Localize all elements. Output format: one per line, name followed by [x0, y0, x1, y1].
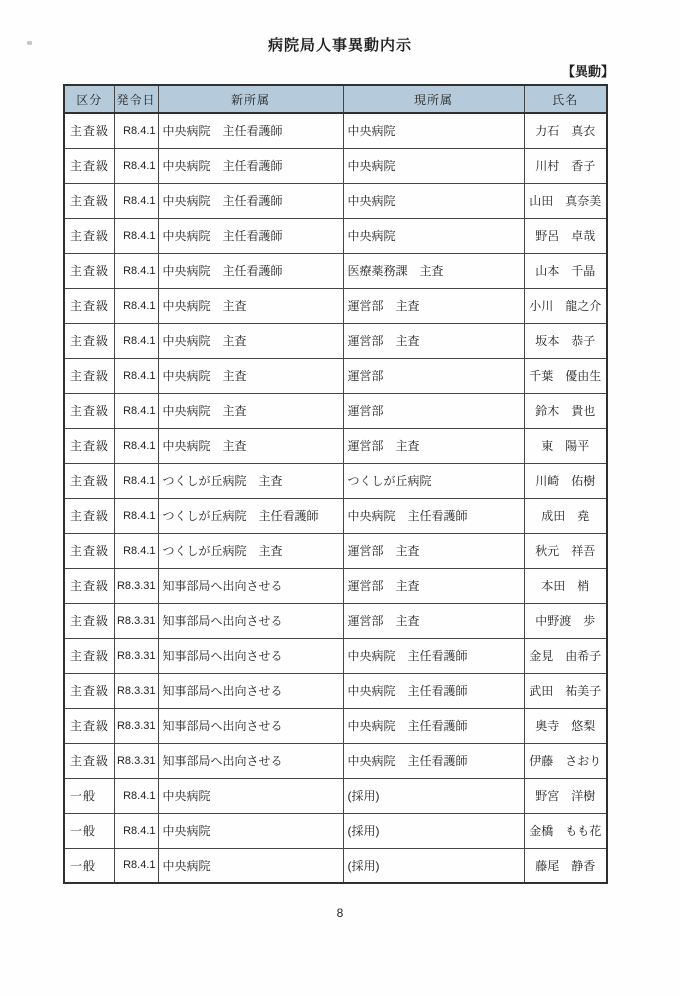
date-cell: R8.4.1 [114, 218, 158, 253]
category-cell: 主査級 [64, 673, 114, 708]
category-cell: 主査級 [64, 393, 114, 428]
category-cell: 一般 [64, 848, 114, 883]
new-affiliation-cell: 中央病院 主任看護師 [158, 148, 343, 183]
category-cell: 主査級 [64, 358, 114, 393]
current-affiliation-cell: 運営部 主査 [343, 323, 524, 358]
date-cell: R8.4.1 [114, 253, 158, 288]
date-cell: R8.4.1 [114, 533, 158, 568]
name-cell: 本田 梢 [524, 568, 607, 603]
date-cell: R8.3.31 [114, 568, 158, 603]
table-header-row [64, 85, 607, 113]
new-affiliation-cell: 中央病院 主査 [158, 358, 343, 393]
new-affiliation-cell: 知事部局へ出向させる [158, 708, 343, 743]
date-cell: R8.4.1 [114, 778, 158, 813]
name-cell: 中野渡 歩 [524, 603, 607, 638]
name-cell: 小川 龍之介 [524, 288, 607, 323]
scan-artifact [27, 41, 32, 45]
category-cell: 主査級 [64, 708, 114, 743]
name-cell: 川村 香子 [524, 148, 607, 183]
column-header: 氏名 [524, 85, 607, 113]
table-row [64, 603, 607, 638]
date-cell: R8.3.31 [114, 638, 158, 673]
date-cell: R8.4.1 [114, 848, 158, 883]
date-cell: R8.3.31 [114, 603, 158, 638]
current-affiliation-cell: 運営部 [343, 358, 524, 393]
current-affiliation-cell: (採用) [343, 848, 524, 883]
date-cell: R8.4.1 [114, 183, 158, 218]
date-cell: R8.4.1 [114, 463, 158, 498]
category-cell: 主査級 [64, 743, 114, 778]
current-affiliation-cell: 中央病院 [343, 183, 524, 218]
current-affiliation-cell: 中央病院 主任看護師 [343, 638, 524, 673]
name-cell: 野呂 卓哉 [524, 218, 607, 253]
new-affiliation-cell: つくしが丘病院 主任看護師 [158, 498, 343, 533]
page-number: 8 [336, 906, 344, 920]
table-row [64, 848, 607, 883]
date-cell: R8.4.1 [114, 113, 158, 148]
column-header: 新所属 [158, 85, 343, 113]
table-row [64, 638, 607, 673]
current-affiliation-cell: 中央病院 主任看護師 [343, 498, 524, 533]
category-cell: 主査級 [64, 253, 114, 288]
table-row [64, 428, 607, 463]
category-cell: 主査級 [64, 288, 114, 323]
category-cell: 主査級 [64, 113, 114, 148]
new-affiliation-cell: 知事部局へ出向させる [158, 638, 343, 673]
column-header: 現所属 [343, 85, 524, 113]
date-cell: R8.3.31 [114, 743, 158, 778]
current-affiliation-cell: 運営部 主査 [343, 533, 524, 568]
date-cell: R8.4.1 [114, 498, 158, 533]
date-cell: R8.4.1 [114, 358, 158, 393]
name-cell: 千葉 優由生 [524, 358, 607, 393]
date-cell: R8.3.31 [114, 708, 158, 743]
table-row [64, 393, 607, 428]
current-affiliation-cell: 中央病院 主任看護師 [343, 743, 524, 778]
new-affiliation-cell: つくしが丘病院 主査 [158, 463, 343, 498]
current-affiliation-cell: 運営部 [343, 393, 524, 428]
name-cell: 金橋 もも花 [524, 813, 607, 848]
new-affiliation-cell: 中央病院 主任看護師 [158, 183, 343, 218]
date-cell: R8.4.1 [114, 148, 158, 183]
table-row [64, 113, 607, 148]
date-cell: R8.3.31 [114, 673, 158, 708]
new-affiliation-cell: 知事部局へ出向させる [158, 673, 343, 708]
new-affiliation-cell: 中央病院 [158, 813, 343, 848]
new-affiliation-cell: 中央病院 [158, 848, 343, 883]
new-affiliation-cell: 知事部局へ出向させる [158, 603, 343, 638]
new-affiliation-cell: 中央病院 主査 [158, 393, 343, 428]
category-cell: 主査級 [64, 218, 114, 253]
column-header: 発令日 [114, 85, 158, 113]
current-affiliation-cell: 中央病院 [343, 113, 524, 148]
category-cell: 主査級 [64, 148, 114, 183]
name-cell: 伊藤 さおり [524, 743, 607, 778]
current-affiliation-cell: 中央病院 [343, 218, 524, 253]
category-cell: 主査級 [64, 323, 114, 358]
personnel-transfer-table [63, 84, 608, 884]
name-cell: 東 陽平 [524, 428, 607, 463]
table-row [64, 253, 607, 288]
current-affiliation-cell: 医療薬務課 主査 [343, 253, 524, 288]
table-row [64, 148, 607, 183]
current-affiliation-cell: 運営部 主査 [343, 568, 524, 603]
column-header: 区分 [64, 85, 114, 113]
new-affiliation-cell: 中央病院 主任看護師 [158, 113, 343, 148]
table-row [64, 288, 607, 323]
category-cell: 主査級 [64, 463, 114, 498]
table-row [64, 533, 607, 568]
category-cell: 主査級 [64, 603, 114, 638]
current-affiliation-cell: 運営部 主査 [343, 428, 524, 463]
table-row [64, 463, 607, 498]
new-affiliation-cell: 中央病院 主査 [158, 323, 343, 358]
name-cell: 山本 千晶 [524, 253, 607, 288]
category-cell: 一般 [64, 813, 114, 848]
current-affiliation-cell: 中央病院 主任看護師 [343, 673, 524, 708]
category-cell: 主査級 [64, 638, 114, 673]
current-affiliation-cell: 運営部 主査 [343, 288, 524, 323]
new-affiliation-cell: つくしが丘病院 主査 [158, 533, 343, 568]
name-cell: 奥寺 悠梨 [524, 708, 607, 743]
table-row [64, 813, 607, 848]
category-cell: 主査級 [64, 498, 114, 533]
new-affiliation-cell: 中央病院 主任看護師 [158, 218, 343, 253]
table-row [64, 358, 607, 393]
name-cell: 鈴木 貴也 [524, 393, 607, 428]
table-row [64, 323, 607, 358]
current-affiliation-cell: (採用) [343, 813, 524, 848]
new-affiliation-cell: 中央病院 主査 [158, 288, 343, 323]
table-row [64, 568, 607, 603]
date-cell: R8.4.1 [114, 813, 158, 848]
current-affiliation-cell: つくしが丘病院 [343, 463, 524, 498]
category-cell: 一般 [64, 778, 114, 813]
date-cell: R8.4.1 [114, 288, 158, 323]
date-cell: R8.4.1 [114, 393, 158, 428]
date-cell: R8.4.1 [114, 323, 158, 358]
name-cell: 山田 真奈美 [524, 183, 607, 218]
date-cell: R8.4.1 [114, 428, 158, 463]
table-row [64, 673, 607, 708]
table-row [64, 183, 607, 218]
name-cell: 川崎 佑樹 [524, 463, 607, 498]
table-row [64, 498, 607, 533]
table-row [64, 778, 607, 813]
category-cell: 主査級 [64, 533, 114, 568]
current-affiliation-cell: 中央病院 [343, 148, 524, 183]
current-affiliation-cell: (採用) [343, 778, 524, 813]
new-affiliation-cell: 中央病院 主査 [158, 428, 343, 463]
name-cell: 金見 由希子 [524, 638, 607, 673]
new-affiliation-cell: 知事部局へ出向させる [158, 568, 343, 603]
new-affiliation-cell: 中央病院 主任看護師 [158, 253, 343, 288]
name-cell: 秋元 祥吾 [524, 533, 607, 568]
category-cell: 主査級 [64, 428, 114, 463]
table-row [64, 218, 607, 253]
name-cell: 野宮 洋樹 [524, 778, 607, 813]
table-row [64, 743, 607, 778]
page-title: 病院局人事異動内示 [267, 37, 412, 54]
table-row [64, 708, 607, 743]
table-body [64, 113, 607, 883]
name-cell: 坂本 恭子 [524, 323, 607, 358]
name-cell: 成田 堯 [524, 498, 607, 533]
category-cell: 主査級 [64, 568, 114, 603]
name-cell: 藤尾 静香 [524, 848, 607, 883]
new-affiliation-cell: 知事部局へ出向させる [158, 743, 343, 778]
category-tag: 【異動】 [561, 64, 614, 79]
name-cell: 力石 真衣 [524, 113, 607, 148]
new-affiliation-cell: 中央病院 [158, 778, 343, 813]
current-affiliation-cell: 中央病院 主任看護師 [343, 708, 524, 743]
current-affiliation-cell: 運営部 主査 [343, 603, 524, 638]
name-cell: 武田 祐美子 [524, 673, 607, 708]
category-cell: 主査級 [64, 183, 114, 218]
